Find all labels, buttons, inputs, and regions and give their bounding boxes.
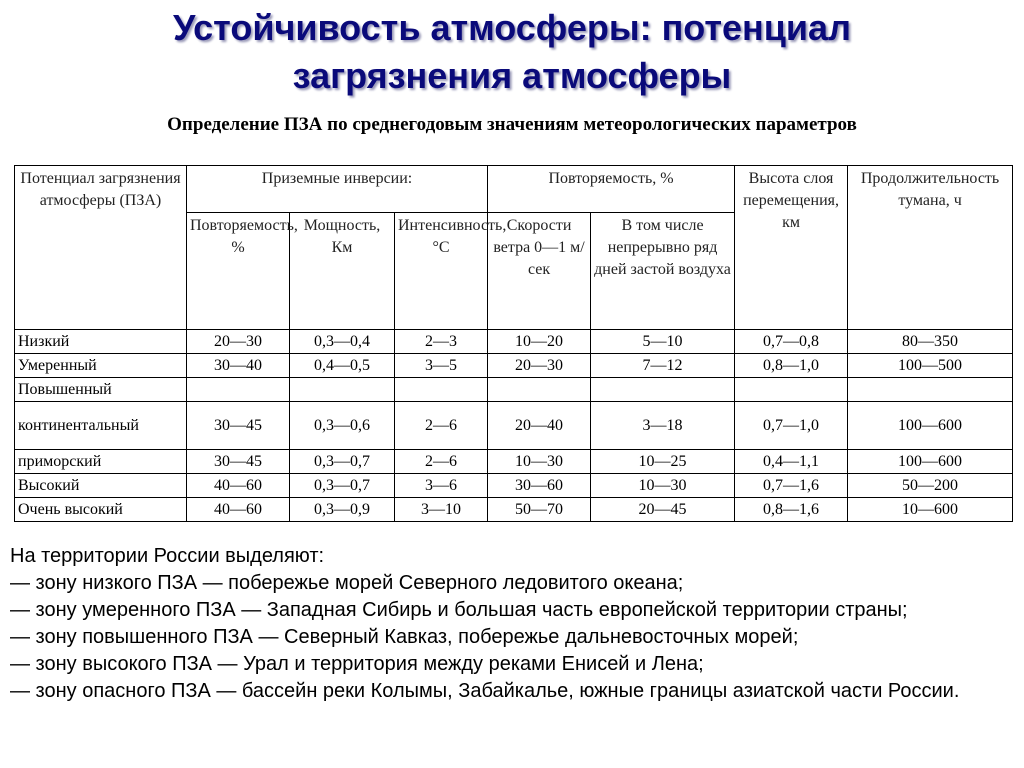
notes-intro: На территории России выделяют: — [10, 545, 325, 567]
table-cell: 0,4—0,5 — [290, 354, 395, 378]
table-cell: 0,4—1,1 — [735, 450, 848, 474]
table-cell: 30—40 — [187, 354, 290, 378]
table-cell — [187, 378, 290, 402]
table-cell — [848, 378, 1013, 402]
table-cell: 50—200 — [848, 474, 1013, 498]
table-cell: 0,3—0,4 — [290, 330, 395, 354]
table-row — [15, 354, 1013, 378]
table-cell — [591, 378, 735, 402]
table-row — [15, 378, 1013, 402]
row-label: Очень высокий — [15, 498, 187, 522]
table-cell — [395, 378, 488, 402]
table-cell: 20—30 — [187, 330, 290, 354]
row-label: Низкий — [15, 330, 187, 354]
table-cell: 3—18 — [591, 402, 735, 450]
table-cell: 3—6 — [395, 474, 488, 498]
table-cell: 10—20 — [488, 330, 591, 354]
header-frequency: Повторяемость, % — [488, 166, 735, 213]
table-cell: 0,3—0,6 — [290, 402, 395, 450]
header-layer-height: Высота слоя перемещения, км — [735, 166, 848, 330]
row-label: Высокий — [15, 474, 187, 498]
table-cell: 0,7—0,8 — [735, 330, 848, 354]
header-stagnant-days: В том числе непрерывно ряд дней застой воздуха — [591, 213, 735, 330]
table-row — [15, 474, 1013, 498]
table-cell: 20—40 — [488, 402, 591, 450]
table-cell: 100—500 — [848, 354, 1013, 378]
table-cell: 40—60 — [187, 498, 290, 522]
table-header-row — [15, 166, 1013, 213]
table-cell: 0,3—0,9 — [290, 498, 395, 522]
header-fog-duration: Продолжительность тумана, ч — [848, 166, 1013, 330]
table-cell: 10—25 — [591, 450, 735, 474]
table-cell: 80—350 — [848, 330, 1013, 354]
table-cell: 10—30 — [591, 474, 735, 498]
table-cell: 2—3 — [395, 330, 488, 354]
pza-table — [14, 165, 1013, 522]
notes-item-dangerous: — зону опасного ПЗА — бассейн реки Колымы, Забайкалье, южные границы азиатской части России. — [10, 680, 960, 702]
table-caption: Определение ПЗА по среднегодовым значениям метеорологических параметров — [167, 114, 857, 135]
table-cell: 7—12 — [591, 354, 735, 378]
table-cell: 0,8—1,0 — [735, 354, 848, 378]
notes-item-moderate: — зону умеренного ПЗА — Западная Сибирь и большая часть европейской территории страны; — [10, 599, 908, 621]
header-inversions: Приземные инверсии: — [187, 166, 488, 213]
table-cell: 0,7—1,6 — [735, 474, 848, 498]
table-row — [15, 330, 1013, 354]
table-cell: 30—45 — [187, 450, 290, 474]
notes-item-elevated: — зону повышенного ПЗА — Северный Кавказ, побережье дальневосточных морей; — [10, 626, 799, 648]
header-wind-speed: Скорости ветра 0—1 м/сек — [488, 213, 591, 330]
slide-title-line-2: загрязнения атмосферы — [292, 55, 732, 96]
notes-item-high: — зону высокого ПЗА — Урал и территория между реками Енисей и Лена; — [10, 653, 704, 675]
table-cell: 20—45 — [591, 498, 735, 522]
table-cell: 3—5 — [395, 354, 488, 378]
table-row — [15, 450, 1013, 474]
table-cell: 100—600 — [848, 402, 1013, 450]
table-cell: 0,3—0,7 — [290, 474, 395, 498]
table-cell: 3—10 — [395, 498, 488, 522]
table-cell: 10—600 — [848, 498, 1013, 522]
table-cell: 40—60 — [187, 474, 290, 498]
table-cell: 0,7—1,0 — [735, 402, 848, 450]
header-inversion-power: Мощность, Км — [290, 213, 395, 330]
table-cell — [488, 378, 591, 402]
row-label: приморский — [15, 450, 187, 474]
table-cell — [735, 378, 848, 402]
table-cell: 5—10 — [591, 330, 735, 354]
slide-title-line-1: Устойчивость атмосферы: потенциал — [173, 7, 851, 48]
header-pza: Потенциал загрязнения атмосферы (ПЗА) — [15, 166, 187, 330]
table-row — [15, 498, 1013, 522]
table-cell: 20—30 — [488, 354, 591, 378]
table-cell: 50—70 — [488, 498, 591, 522]
notes-item-low: — зону низкого ПЗА — побережье морей Северного ледовитого океана; — [10, 572, 684, 594]
table-cell: 0,3—0,7 — [290, 450, 395, 474]
table-cell: 30—60 — [488, 474, 591, 498]
header-inversion-intensity: Интенсивность, °С — [395, 213, 488, 330]
table-row — [15, 402, 1013, 450]
table-cell: 10—30 — [488, 450, 591, 474]
slide-title — [0, 4, 1024, 100]
table-cell: 2—6 — [395, 402, 488, 450]
table-cell: 100—600 — [848, 450, 1013, 474]
row-label: Умеренный — [15, 354, 187, 378]
regions-notes — [10, 543, 1014, 705]
table-cell: 0,8—1,6 — [735, 498, 848, 522]
table-cell: 30—45 — [187, 402, 290, 450]
header-inversion-frequency: Повторяемость, % — [187, 213, 290, 330]
table-cell — [290, 378, 395, 402]
row-label: Повышенный — [15, 378, 187, 402]
row-label: континентальный — [15, 402, 187, 450]
table-cell: 2—6 — [395, 450, 488, 474]
